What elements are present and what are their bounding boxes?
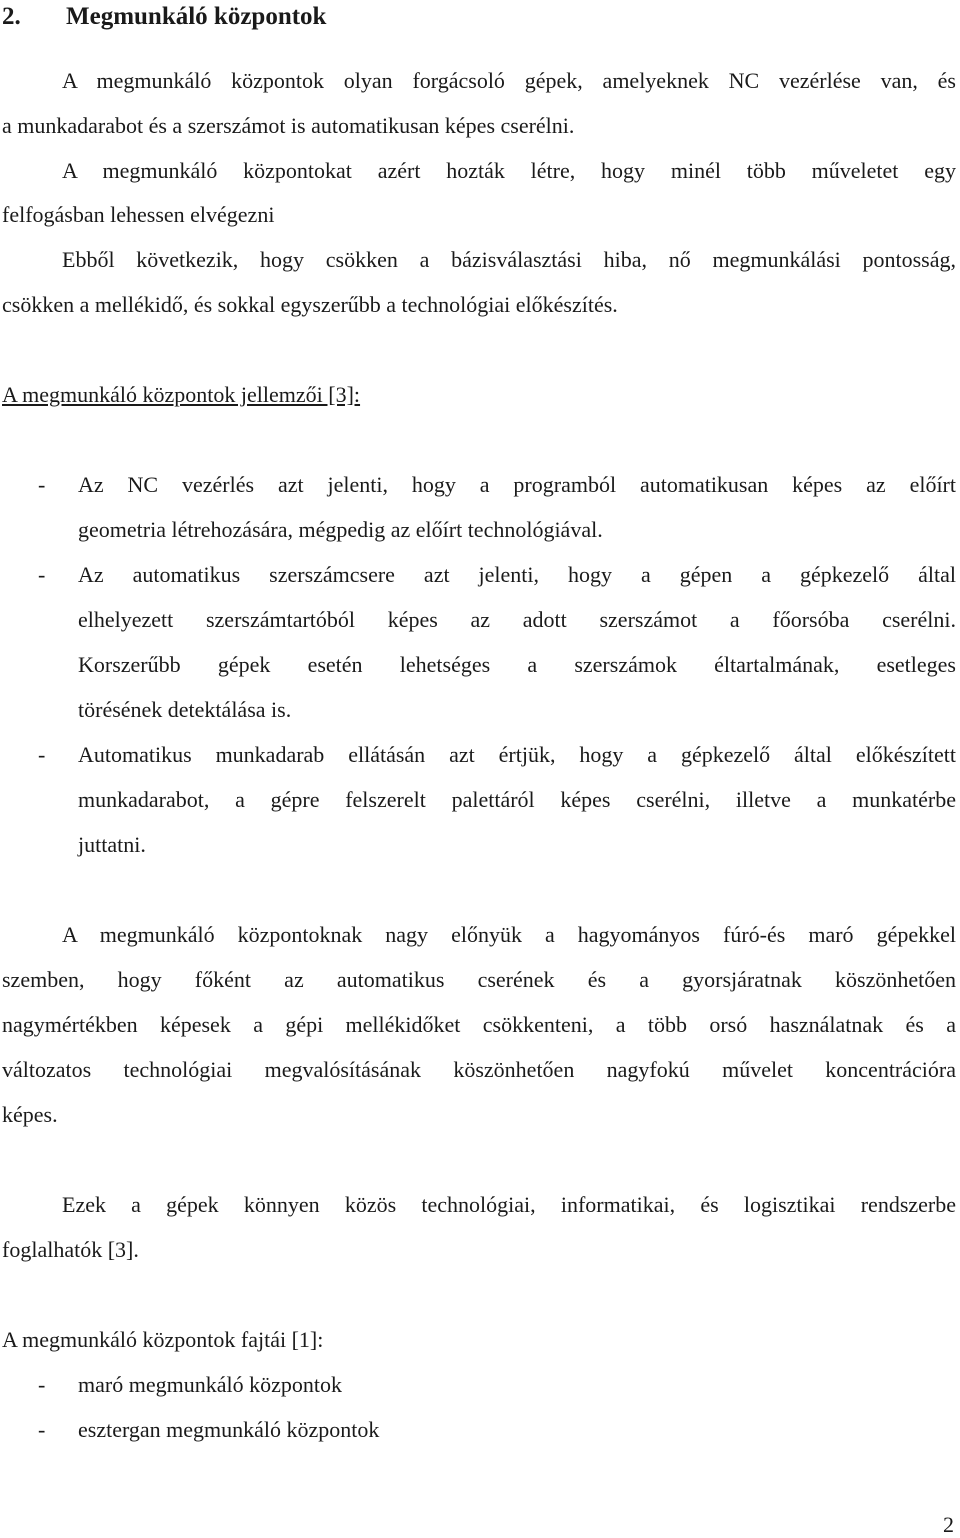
bullet-dash: - bbox=[38, 562, 46, 587]
feature-2-line-1: Az automatikus szerszámcsere azt jelenti, hogy a gépen a gépkezelő által bbox=[78, 562, 956, 587]
feature-1-line-1: Az NC vezérlés azt jelenti, hogy a programból automatikusan képes az előírt bbox=[78, 472, 956, 497]
integration-line-1: Ezek a gépek könnyen közös technológiai, informatikai, és logisztikai rendszerbe bbox=[62, 1192, 956, 1217]
features-heading: A megmunkáló központok jellemzői [3]: bbox=[2, 382, 361, 407]
advantages-line-2: szemben, hogy főként az automatikus cserének és a gyorsjáratnak köszönhetően bbox=[2, 967, 956, 992]
type-item-2: esztergan megmunkáló központok bbox=[78, 1417, 380, 1442]
section-number: 2. bbox=[2, 3, 21, 30]
bullet-dash: - bbox=[38, 1372, 46, 1397]
page-number: 2 bbox=[943, 1512, 954, 1537]
feature-2-line-4: törésének detektálása is. bbox=[78, 697, 292, 722]
intro-line-2: a munkadarabot és a szerszámot is automatikusan képes cserélni. bbox=[2, 113, 575, 138]
bullet-dash: - bbox=[38, 472, 46, 497]
section-title: Megmunkáló központok bbox=[66, 3, 327, 30]
feature-2-line-2: elhelyezett szerszámtartóból képes az adott szerszámot a főorsóba cserélni. bbox=[78, 607, 956, 632]
section-heading bbox=[2, 1, 326, 33]
feature-3-line-3: juttatni. bbox=[78, 832, 146, 857]
advantages-line-1: A megmunkáló központoknak nagy előnyük a hagyományos fúró-és maró gépekkel bbox=[62, 922, 956, 947]
types-heading: A megmunkáló központok fajtái [1]: bbox=[2, 1327, 324, 1352]
advantages-line-3: nagymértékben képesek a gépi mellékidőket csökkenteni, a több orsó használatnak és a bbox=[2, 1012, 956, 1037]
intro-line-6: csökken a mellékidő, és sokkal egyszerűbb a technológiai előkészítés. bbox=[2, 292, 618, 317]
advantages-line-5: képes. bbox=[2, 1102, 58, 1127]
advantages-line-4: változatos technológiai megvalósításának köszönhetően nagyfokú művelet koncentrációra bbox=[2, 1057, 956, 1082]
intro-line-4: felfogásban lehessen elvégezni bbox=[2, 202, 275, 227]
bullet-dash: - bbox=[38, 742, 46, 767]
integration-line-2: foglalhatók [3]. bbox=[2, 1237, 139, 1262]
intro-line-1: A megmunkáló központok olyan forgácsoló gépek, amelyeknek NC vezérlése van, és bbox=[62, 68, 956, 93]
feature-1-line-2: geometria létrehozására, mégpedig az előírt technológiával. bbox=[78, 517, 603, 542]
type-item-1: maró megmunkáló központok bbox=[78, 1372, 342, 1397]
feature-3-line-2: munkadarabot, a gépre felszerelt palettáról képes cserélni, illetve a munkatérbe bbox=[78, 787, 956, 812]
intro-line-3: A megmunkáló központokat azért hozták létre, hogy minél több műveletet egy bbox=[62, 158, 956, 183]
bullet-dash: - bbox=[38, 1417, 46, 1442]
intro-line-5: Ebből következik, hogy csökken a bázisválasztási hiba, nő megmunkálási pontosság, bbox=[62, 247, 956, 272]
feature-2-line-3: Korszerűbb gépek esetén lehetséges a szerszámok éltartalmának, esetleges bbox=[78, 652, 956, 677]
feature-3-line-1: Automatikus munkadarab ellátásán azt értjük, hogy a gépkezelő által előkészített bbox=[78, 742, 956, 767]
